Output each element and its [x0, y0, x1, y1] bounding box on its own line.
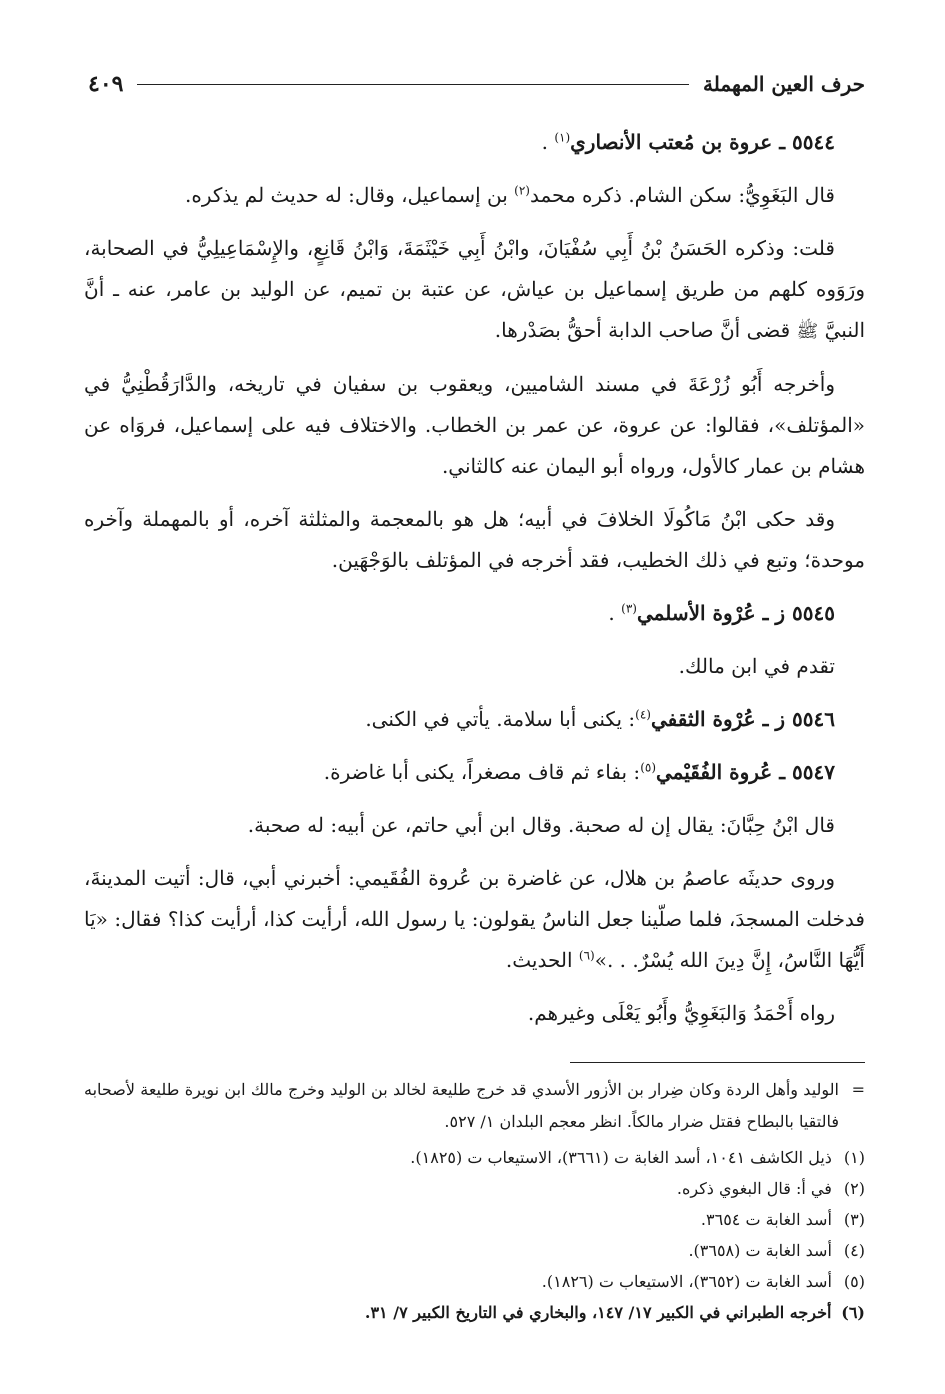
entry-title: ٥٥٤٤ ـ عروة بن مُعتب الأنصاري [570, 130, 835, 154]
entry-title: ٥٥٤٦ ز ـ عُرْوة الثقفي [650, 707, 835, 731]
salutation-symbol: ﷺ [796, 321, 819, 342]
paragraph: وروى حديثَه عاصمُ بن هلال، عن غاضرة بن عُروة الفُقَيمي: أخبرني أبي، قال: أتيت المدينةَ، فدخلت المسجدَ، فلما صلّينا جعل الناسُ يقولون: يا رسول الله، أرأيت كذا، أرأيت كذا؟ فقال: «يَا أَيُّهَا النَّاسُ، إِنَّ دِينَ الله يُسْرٌ. . .»$^{(٦)}$ الحديث. [84, 866, 865, 972]
running-header [88, 64, 865, 104]
footnote-item [84, 1266, 865, 1297]
footnote-ref: (٢) [514, 183, 530, 198]
page-number: ٤٠٩ [88, 71, 124, 97]
footnote-ref: (٤) [635, 707, 651, 722]
footnotes [84, 1074, 865, 1328]
entry-5547-heading: ٥٥٤٧ ـ عُروة الفُقَيْمي$^{(٥)}$: بفاء ثم قاف مصغراً، يكنى أبا غاضرة. [323, 760, 835, 784]
footnote-text: أسد الغابة ت (٣٦٥٨). [688, 1241, 832, 1260]
footnote-number: (٢) [843, 1179, 865, 1198]
paragraph: قلت: وذكره الحَسَنُ بْنُ أَبِي سُفْيَانَ، وابْنُ أَبِي خَيْثَمَةَ، وَابْنُ قَانِعٍ، والإِسْمَاعِيلِيُّ في الصحابة، ورَوَوه كلهم من طريق إسماعيل بن عياش، عن عتبة بن تميم، عن الوليد بن عامر، عنه ـ أنَّ النبيَّ ﷺ قضى أنَّ صاحب الدابة أحقُّ بصَدْرها. [84, 236, 865, 342]
main-text [84, 122, 865, 1046]
paragraph: قال البَغَوِيُّ: سكن الشام. ذكره محمد$^{(٢)}$ بن إسماعيل، وقال: له حديث لم يذكره. [184, 183, 835, 207]
header-rule [137, 84, 689, 85]
footnote-text: أسد الغابة ت (٣٦٥٢)، الاستيعاب ت (١٨٢٦). [541, 1272, 832, 1291]
footnote-number: (٦) [841, 1303, 865, 1322]
entry-title: ٥٥٤٥ ز ـ عُرْوة الأسلمي [636, 601, 835, 625]
footnote-number: (٤) [843, 1241, 865, 1260]
entry-5546-heading: ٥٥٤٦ ز ـ عُرْوة الثقفي$^{(٤)}$: يكنى أبا سلامة. يأتي في الكنى. [365, 707, 835, 731]
footnote-item [84, 1204, 865, 1235]
continuation-mark: = [851, 1080, 865, 1099]
footnote-ref: (٣) [621, 601, 637, 616]
footnote-number: (١) [843, 1148, 865, 1167]
footnote-item [84, 1173, 865, 1204]
footnote-separator [570, 1062, 865, 1063]
footnote-ref: (١) [554, 130, 571, 145]
footnote-ref: (٥) [640, 760, 657, 775]
paragraph: وأخرجه أَبُو زُرْعَةَ في مسند الشاميين، ويعقوب بن سفيان في تاريخه، والدَّارَقُطْنِيُّ في «المؤتلف»، فقالوا: عن عروة، عن عمر بن الخطاب. والاختلاف فيه على إسماعيل، فروَاه عن هشام بن عمار كالأول، ورواه أبو اليمان عنه كالثاني. [84, 372, 865, 478]
footnote-text: أسد الغابة ت ٣٦٥٤. [700, 1210, 832, 1229]
footnote-ref: (٦) [578, 948, 595, 963]
footnote-text: في أ: قال البغوي ذكره. [676, 1179, 832, 1198]
entry-5544-heading: ٥٥٤٤ ـ عروة بن مُعتب الأنصاري$^{(١)}$ . [541, 130, 835, 154]
footnote-continuation: = الوليد وأهل الردة وكان ضِرار بن الأزور الأسدي قد خرج طليعة لخالد بن الوليد وخرج مالك ابن نويرة طليعة لأصحابه فالتقيا بالبطاح فقتل ضرار مالكاً. انظر معجم البلدان ١/ ٥٢٧. [84, 1074, 865, 1138]
paragraph: قال ابْنُ حِبَّانَ: يقال إن له صحبة. وقال ابن أبي حاتم، عن أبيه: له صحبة. [247, 813, 835, 837]
entry-5545-heading: ٥٥٤٥ ز ـ عُرْوة الأسلمي$^{(٣)}$ . [608, 601, 835, 625]
footnote-item [84, 1235, 865, 1266]
paragraph: رواه أَحْمَدُ وَالبَغَوِيُّ وأَبُو يَعْلَى وغيرهم. [527, 1001, 835, 1025]
paragraph: وقد حكى ابْنُ مَاكُولَا الخلافَ في أبيه؛ هل هو بالمعجمة والمثلثة آخره، أو بالمهملة وآخره موحدة؛ وتبع في ذلك الخطيب، فقد أخرجه في المؤتلف بالوَجْهَين. [84, 507, 865, 572]
footnote-item [84, 1297, 865, 1328]
entry-title: ٥٥٤٧ ـ عُروة الفُقَيْمي [656, 760, 835, 784]
footnote-item [84, 1142, 865, 1173]
chapter-title: حرف العين المهملة [703, 72, 865, 96]
paragraph: تقدم في ابن مالك. [678, 654, 835, 678]
footnote-number: (٥) [843, 1272, 865, 1291]
footnote-number: (٣) [843, 1210, 865, 1229]
footnote-text: أخرجه الطبراني في الكبير ١٧/ ١٤٧، والبخاري في التاريخ الكبير ٧/ ٣١. [364, 1303, 832, 1322]
footnote-text: ذيل الكاشف ١٠٤١، أسد الغابة ت (٣٦٦١)، الاستيعاب ت (١٨٢٥). [410, 1148, 832, 1167]
